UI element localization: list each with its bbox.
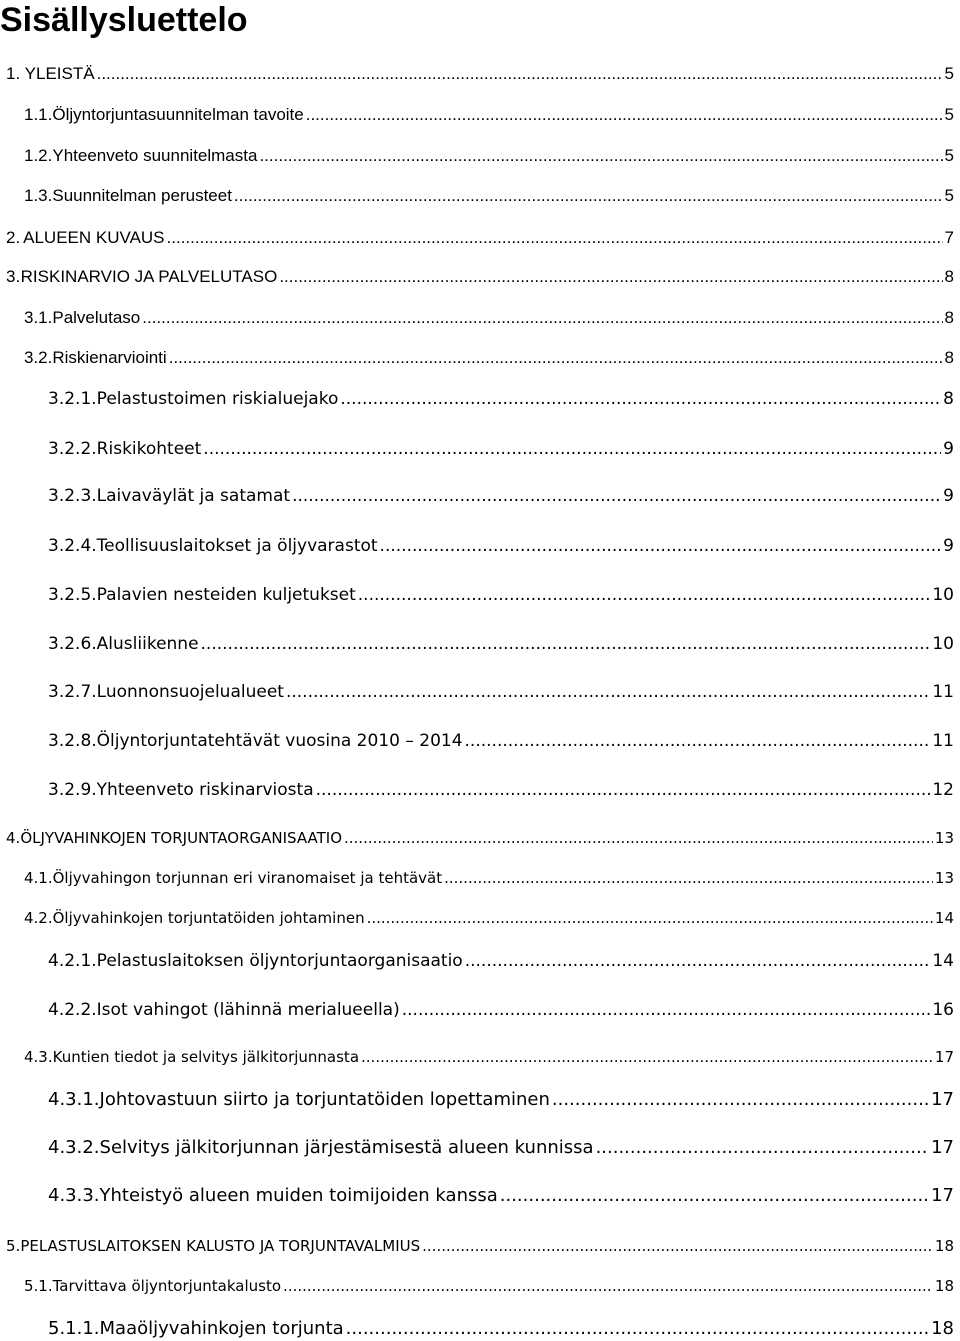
toc-dot-leader	[259, 146, 942, 166]
toc-entry-page: 17	[931, 1089, 954, 1111]
toc-entry[interactable]	[0, 1318, 954, 1340]
toc-entry-page: 5	[944, 63, 954, 83]
toc-dot-leader	[292, 486, 941, 506]
toc-entry-page: 5	[944, 145, 954, 165]
toc-entry-page: 13	[934, 869, 954, 887]
toc-entry-number: 3.2.2.	[48, 438, 97, 459]
toc-dot-leader	[283, 1277, 933, 1295]
toc-entry-page: 8	[943, 388, 954, 409]
toc-entry[interactable]	[0, 308, 954, 328]
toc-dot-leader	[367, 909, 933, 927]
toc-dot-leader	[444, 869, 933, 887]
toc-entry[interactable]	[0, 1000, 954, 1020]
toc-entry-page: 14	[932, 950, 954, 971]
toc-entry[interactable]	[0, 105, 954, 125]
toc-dot-leader	[306, 105, 943, 125]
toc-entry-page: 12	[932, 779, 954, 800]
toc-entry[interactable]	[0, 869, 954, 887]
toc-dot-leader	[402, 1000, 931, 1020]
toc-entry[interactable]	[0, 909, 954, 927]
toc-entry-number: 5.1.1.	[48, 1318, 100, 1340]
toc-entry-title: Öljyntorjuntatehtävät vuosina 2010 – 2014	[96, 730, 463, 751]
toc-entry-page: 8	[944, 266, 954, 286]
toc-entry-number: 3.2.5.	[48, 584, 97, 605]
toc-entry-number: 4.2.	[24, 909, 53, 927]
toc-entry-page: 18	[931, 1318, 954, 1340]
toc-entry-number: 3.	[6, 266, 21, 286]
toc-entry-title: ÖLJYVAHINKOJEN TORJUNTAORGANISAATIO	[20, 829, 342, 847]
toc-dot-leader	[234, 186, 943, 206]
toc-entry-page: 16	[932, 999, 954, 1020]
toc-entry-title: Öljyvahinkojen torjuntatöiden johtaminen	[52, 909, 365, 927]
toc-entry-title: Yhteistyö alueen muiden toimijoiden kanssa	[99, 1185, 498, 1207]
toc-entry[interactable]	[0, 228, 954, 248]
toc-entry-title: Pelastustoimen riskialuejako	[96, 388, 339, 409]
toc-entry-title: RISKINARVIO JA PALVELUTASO	[20, 266, 278, 286]
toc-entry-title: Riskienarviointi	[52, 347, 167, 367]
toc-entry[interactable]	[0, 536, 954, 556]
toc-entry-number: 1.2.	[24, 145, 53, 165]
toc-dot-leader	[286, 682, 930, 702]
toc-dot-leader	[201, 634, 931, 654]
toc-entry[interactable]	[0, 439, 954, 459]
toc-entry[interactable]	[0, 1137, 954, 1159]
toc-entry-title: PELASTUSLAITOKSEN KALUSTO JA TORJUNTAVALMIUS	[20, 1237, 421, 1255]
toc-entry-title: YLEISTÄ	[24, 63, 95, 83]
toc-entry-title: Luonnonsuojelualueet	[96, 681, 284, 702]
toc-dot-leader	[97, 64, 943, 84]
toc-dot-leader	[169, 348, 943, 368]
toc-entry-number: 1.1.	[24, 104, 53, 124]
toc-entry-number: 1.	[6, 63, 21, 83]
toc-dot-leader	[167, 228, 943, 248]
toc-entry-number: 4.3.	[24, 1048, 53, 1066]
toc-entry[interactable]	[0, 389, 954, 409]
toc-entry[interactable]	[0, 348, 954, 368]
toc-entry-title: Johtovastuun siirto ja torjuntatöiden lopettaminen	[99, 1089, 550, 1111]
toc-dot-leader	[422, 1237, 933, 1255]
toc-entry[interactable]	[0, 585, 954, 605]
toc-entry-page: 18	[934, 1277, 954, 1295]
toc-entry-title: Palavien nesteiden kuljetukset	[96, 584, 356, 605]
toc-entry-title: Isot vahingot (lähinnä merialueella)	[96, 999, 400, 1020]
toc-entry[interactable]	[0, 186, 954, 206]
toc-entry-title: Maaöljyvahinkojen torjunta	[99, 1318, 344, 1340]
toc-entry-title: Tarvittava öljyntorjuntakalusto	[52, 1277, 282, 1295]
toc-dot-leader	[346, 1318, 929, 1340]
toc-entry-page: 11	[932, 681, 954, 702]
toc-entry-number: 3.2.3.	[48, 485, 97, 506]
toc-entry-number: 3.1.	[24, 307, 53, 327]
toc-entry-page: 17	[931, 1137, 954, 1159]
toc-entry-title: Palvelutaso	[52, 307, 141, 327]
toc-entry-title: Öljyvahingon torjunnan eri viranomaiset ja tehtävät	[52, 869, 443, 887]
toc-entry-page: 9	[943, 438, 954, 459]
toc-entry-number: 4.	[6, 829, 21, 847]
toc-dot-leader	[500, 1185, 929, 1207]
toc-entry-number: 4.3.2.	[48, 1137, 100, 1159]
toc-entry[interactable]	[0, 1048, 954, 1066]
toc-title: Sisällysluettelo	[0, 1, 248, 39]
toc-dot-leader	[380, 536, 942, 556]
toc-dot-leader	[465, 951, 931, 971]
toc-entry[interactable]	[0, 731, 954, 751]
toc-entry-number: 3.2.6.	[48, 633, 97, 654]
toc-entry-page: 10	[932, 584, 954, 605]
toc-dot-leader	[279, 267, 942, 287]
toc-entry[interactable]	[0, 682, 954, 702]
toc-dot-leader	[552, 1089, 929, 1111]
toc-entry[interactable]	[0, 829, 954, 847]
toc-entry-page: 9	[943, 485, 954, 506]
toc-entry-title: Alusliikenne	[96, 633, 199, 654]
toc-entry-title: Riskikohteet	[96, 438, 202, 459]
toc-dot-leader	[344, 829, 933, 847]
toc-entry[interactable]	[0, 951, 954, 971]
toc-entry-page: 11	[932, 730, 954, 751]
toc-entry-number: 3.2.1.	[48, 388, 97, 409]
toc-entry-number: 2.	[6, 227, 21, 247]
toc-entry-page: 5	[944, 185, 954, 205]
toc-entry-page: 5	[944, 104, 954, 124]
toc-entry-number: 3.2.	[24, 347, 53, 367]
toc-entry-title: Suunnitelman perusteet	[52, 185, 232, 205]
toc-entry[interactable]	[0, 267, 954, 287]
toc-entry-number: 3.2.9.	[48, 779, 97, 800]
toc-entry-title: Yhteenveto riskinarviosta	[96, 779, 314, 800]
toc-dot-leader	[465, 731, 931, 751]
toc-dot-leader	[203, 439, 941, 459]
toc-entry-page: 14	[934, 909, 954, 927]
toc-entry-page: 17	[931, 1185, 954, 1207]
toc-entry-title: ALUEEN KUVAUS	[23, 227, 165, 247]
toc-entry-title: Laivaväylät ja satamat	[96, 485, 291, 506]
toc-entry-number: 4.2.1.	[48, 950, 97, 971]
toc-entry[interactable]	[0, 64, 954, 84]
toc-entry[interactable]	[0, 634, 954, 654]
toc-entry-title: Kuntien tiedot ja selvitys jälkitorjunnasta	[52, 1048, 360, 1066]
toc-entry-page: 8	[944, 347, 954, 367]
toc-entry-page: 17	[934, 1048, 954, 1066]
toc-entry-number: 4.3.3.	[48, 1185, 100, 1207]
toc-entry-title: Öljyntorjuntasuunnitelman tavoite	[52, 104, 304, 124]
toc-entry[interactable]	[0, 146, 954, 166]
toc-entry-number: 1.3.	[24, 185, 53, 205]
toc-entry-page: 7	[944, 227, 954, 247]
toc-entry[interactable]	[0, 1277, 954, 1295]
toc-entry[interactable]	[0, 486, 954, 506]
toc-entry-page: 18	[934, 1237, 954, 1255]
toc-entry-page: 13	[934, 829, 954, 847]
toc-dot-leader	[358, 585, 931, 605]
toc-entry[interactable]	[0, 1237, 954, 1255]
toc-entry-page: 9	[943, 535, 954, 556]
toc-entry-number: 4.3.1.	[48, 1089, 100, 1111]
toc-entry[interactable]	[0, 1185, 954, 1207]
toc-entry-title: Selvitys jälkitorjunnan järjestämisestä alueen kunnissa	[99, 1137, 594, 1159]
toc-entry-page: 8	[944, 307, 954, 327]
toc-entry-page: 10	[932, 633, 954, 654]
toc-dot-leader	[340, 389, 941, 409]
toc-entry-number: 4.1.	[24, 869, 53, 887]
toc-entry-number: 5.1.	[24, 1277, 53, 1295]
toc-dot-leader	[596, 1137, 930, 1159]
toc-entry-number: 3.2.7.	[48, 681, 97, 702]
toc-entry-title: Yhteenveto suunnitelmasta	[52, 145, 258, 165]
toc-entry-title: Pelastuslaitoksen öljyntorjuntaorganisaatio	[96, 950, 463, 971]
toc-dot-leader	[142, 308, 942, 328]
toc-entry-title: Teollisuuslaitokset ja öljyvarastot	[96, 535, 378, 556]
toc-entry-number: 5.	[6, 1237, 21, 1255]
toc-dot-leader	[316, 780, 931, 800]
toc-entry-number: 3.2.8.	[48, 730, 97, 751]
toc-dot-leader	[361, 1048, 933, 1066]
toc-entry-number: 4.2.2.	[48, 999, 97, 1020]
toc-entry[interactable]	[0, 780, 954, 800]
toc-entry[interactable]	[0, 1089, 954, 1111]
toc-entry-number: 3.2.4.	[48, 535, 97, 556]
